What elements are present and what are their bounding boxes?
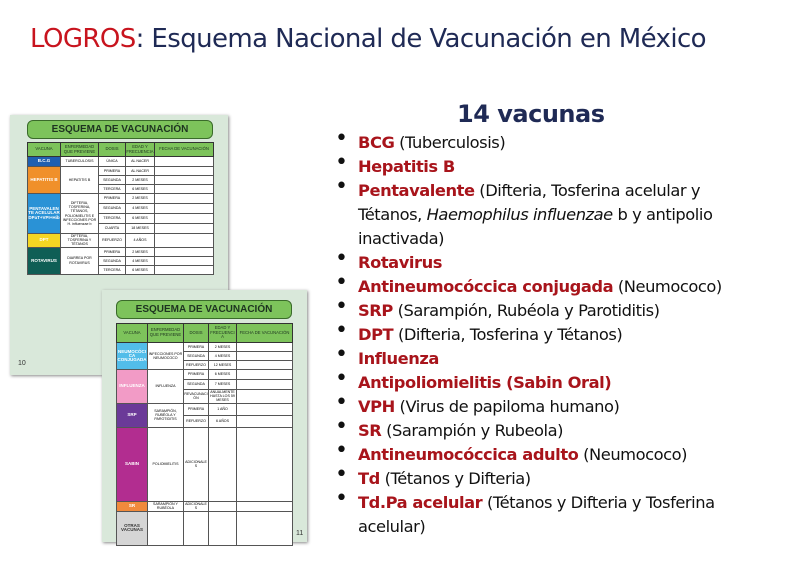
age-cell: AL NACER [126,167,155,176]
table-row [117,427,293,501]
age-cell: 6 AÑOS [209,415,237,427]
vaccine-name: Antineumocóccica conjugada [358,277,614,296]
dose-cell: PRIMERA [184,343,209,352]
date-cell[interactable] [155,224,214,234]
date-cell[interactable] [237,403,293,415]
vaccine-name: Antipoliomielitis (Sabin Oral) [358,373,612,392]
column-header: EDAD Y FRECUENCIA [126,143,155,157]
disease-cell: DIFTERIA, TOSFERINA, TÉTANOS, POLIOMIELITIS E INFECCIONES POR H. influenzae b [61,194,99,234]
date-cell[interactable] [155,234,214,248]
dose-cell: PRIMERA [99,167,126,176]
age-cell: 18 MESES [126,224,155,234]
dose-cell: TERCERA [99,185,126,194]
date-cell[interactable] [237,511,293,545]
vaccine-desc: (Tétanos y Difteria) [379,469,531,488]
age-cell: 4 MESES [126,256,155,265]
vaccination-table-2 [116,323,293,546]
table-row [28,157,214,167]
vaccine-cell: PENTAVALENTE ACELULAR DPaT+VPI+Hib [28,194,61,234]
vaccine-name: Hepatitis B [358,157,455,176]
age-cell: 6 MESES [209,370,237,380]
date-cell[interactable] [155,167,214,176]
disease-cell: POLIOMIELITIS [148,427,184,501]
vaccine-desc: (Difteria, Tosferina acelular y Tétanos, [358,181,701,224]
table-row [117,501,293,511]
dose-cell [184,511,209,545]
column-header: FECHA DE VACUNACIÓN [237,324,293,343]
vaccine-name: SR [358,421,382,440]
disease-cell: INFLUENZA [148,370,184,404]
vaccine-name: DPT [358,325,394,344]
disease-cell: TUBERCULOSIS [61,157,99,167]
date-cell[interactable] [237,390,293,404]
date-cell[interactable] [155,157,214,167]
disease-cell: HEPATITIS B [61,167,99,194]
vaccine-desc: (Sarampión, Rubéola y Parotiditis) [392,301,660,320]
vaccine-name: Influenza [358,349,439,368]
dose-cell: TERCERA [99,214,126,224]
date-cell[interactable] [237,427,293,501]
list-item [335,179,755,251]
dose-cell: PRIMERA [99,194,126,204]
dose-cell: REFUERZO [99,234,126,248]
vaccine-desc: (Difteria, Tosferina y Tétanos) [393,325,623,344]
vaccine-name: BCG [358,133,395,152]
dose-cell: REVACUNACIÓN [184,390,209,404]
dose-cell: ÚNICA [99,157,126,167]
table-row [117,370,293,380]
age-cell: 1 AÑO [209,403,237,415]
list-item [335,347,755,371]
booklet-header: ESQUEMA DE VACUNACIÓN [116,300,292,319]
list-item [335,419,755,443]
table-row [117,403,293,415]
booklet-header: ESQUEMA DE VACUNACIÓN [27,120,213,139]
dose-cell: PRIMERA [99,247,126,256]
list-item [335,299,755,323]
date-cell[interactable] [237,370,293,380]
age-cell: 4 MESES [209,352,237,361]
dose-cell: SEGUNDA [184,380,209,390]
vaccine-name: Antineumocóccica adulto [358,445,579,464]
age-cell: 2 MESES [126,194,155,204]
list-item [335,155,755,179]
vaccine-cell: DPT [28,234,61,248]
list-item [335,443,755,467]
vaccine-cell: INFLUENZA [117,370,148,404]
age-cell: ANUALMENTE HASTA LOS 59 MESES [210,390,235,403]
vaccine-cell: SR [117,501,148,511]
dose-cell: REFUERZO [184,361,209,370]
dose-cell: SEGUNDA [184,352,209,361]
table-row [28,247,214,256]
age-cell: 2 MESES [126,247,155,256]
table-row [28,234,214,248]
date-cell[interactable] [155,214,214,224]
table-row [28,167,214,176]
disease-cell: DIARREA POR ROTAVIRUS [61,247,99,274]
date-cell[interactable] [155,247,214,256]
list-item [335,491,755,539]
disease-cell: INFECCIONES POR NEUMOCOCO [148,343,184,370]
dose-cell: TERCERA [99,265,126,274]
vaccine-cell: SABIN [117,427,148,501]
date-cell[interactable] [237,352,293,361]
list-item [335,371,755,395]
date-cell[interactable] [155,185,214,194]
column-header: DOSIS [99,143,126,157]
column-header: DOSIS [184,324,209,343]
age-cell [209,427,237,501]
vaccine-count-heading: 14 vacunas [457,100,605,128]
disease-cell: SARAMPIÓN Y RUBÉOLA [148,501,184,511]
column-header: EDAD Y FRECUENCIA [209,324,237,343]
age-cell: 6 MESES [126,265,155,274]
vaccination-table-1 [27,142,214,275]
date-cell[interactable] [155,176,214,185]
age-cell: 2 MESES [209,343,237,352]
booklet-page-2 [102,290,307,542]
vaccine-cell: HEPATITIS B [28,167,61,194]
vaccine-list [335,131,755,539]
date-cell[interactable] [155,265,214,274]
age-cell: 2 MESES [126,176,155,185]
age-cell: AL NACER [126,157,155,167]
date-cell[interactable] [155,194,214,204]
page-number: 11 [296,530,304,537]
column-header: FECHA DE VACUNACIÓN [155,143,214,157]
vaccine-name: Pentavalente [358,181,475,200]
dose-cell: PRIMERA [184,403,209,415]
vaccine-desc: (Tuberculosis) [394,133,506,152]
vaccine-cell: ROTAVIRUS [28,247,61,274]
date-cell[interactable] [237,501,293,511]
date-cell[interactable] [237,380,293,390]
table-row [28,194,214,204]
dose-cell: SEGUNDA [99,256,126,265]
dose-cell: CUARTA [99,224,126,234]
list-item [335,131,755,155]
date-cell[interactable] [237,361,293,370]
date-cell[interactable] [155,256,214,265]
column-header: ENFERMEDAD QUE PREVIENE [61,143,99,157]
column-header: ENFERMEDAD QUE PREVIENE [148,324,184,343]
list-item [335,323,755,347]
slide-title [30,24,706,54]
vaccine-name: VPH [358,397,395,416]
dose-cell: PRIMERA [184,370,209,380]
list-item [335,467,755,491]
age-cell: 4 AÑOS [126,234,155,248]
vaccine-cell: NEUMOCÓCICA CONJUGADA [117,343,148,370]
list-item [335,251,755,275]
date-cell[interactable] [155,204,214,214]
disease-cell [148,511,184,545]
vaccine-name: SRP [358,301,393,320]
vaccine-desc-italic: Haemophilus influenzae [426,205,613,224]
list-item [335,395,755,419]
dose-cell: ADICIONALES [185,501,207,511]
vaccine-desc: (Neumococo) [613,277,722,296]
dose-cell: ADICIONALES [184,427,209,501]
age-cell: 4 MESES [126,204,155,214]
list-item [335,275,755,299]
dose-cell: REFUERZO [184,415,209,427]
title-highlight: LOGROS [30,24,136,54]
age-cell: 7 MESES [209,380,237,390]
vaccine-desc: (Neumococo) [578,445,688,464]
age-cell: 6 MESES [126,185,155,194]
vaccine-cell: OTRAS VACUNAS [117,511,148,545]
vaccine-cell: B.C.G [28,157,61,167]
column-header: VACUNA [28,143,61,157]
page-number: 10 [18,360,26,367]
vaccine-desc: (Tétanos y Difteria y Tosferina acelular) [358,493,715,536]
age-cell: 12 MESES [209,361,237,370]
title-rest: : Esquema Nacional de Vacunación en México [135,24,706,54]
age-cell [209,501,237,511]
vaccine-desc: (Virus de papiloma humano) [394,397,620,416]
vaccine-name: Td [358,469,380,488]
disease-cell: SARAMPIÓN, RUBÉOLA Y PAROTIDITIS [148,403,184,427]
vaccine-name: Td.Pa acelular [358,493,483,512]
table-row [117,343,293,352]
column-header: VACUNA [117,324,148,343]
table-row [117,511,293,545]
date-cell[interactable] [237,415,293,427]
vaccine-cell: SRP [117,403,148,427]
date-cell[interactable] [237,343,293,352]
dose-cell: SEGUNDA [99,176,126,185]
vaccine-desc: (Sarampión y Rubeola) [381,421,564,440]
dose-cell: SEGUNDA [99,204,126,214]
vaccine-desc-tail: b y antipolio inactivada) [358,205,713,248]
vaccine-name: Rotavirus [358,253,442,272]
age-cell [209,511,237,545]
age-cell: 6 MESES [126,214,155,224]
disease-cell: DIFTERIA, TOSFERINA Y TÉTANOS [61,234,99,248]
